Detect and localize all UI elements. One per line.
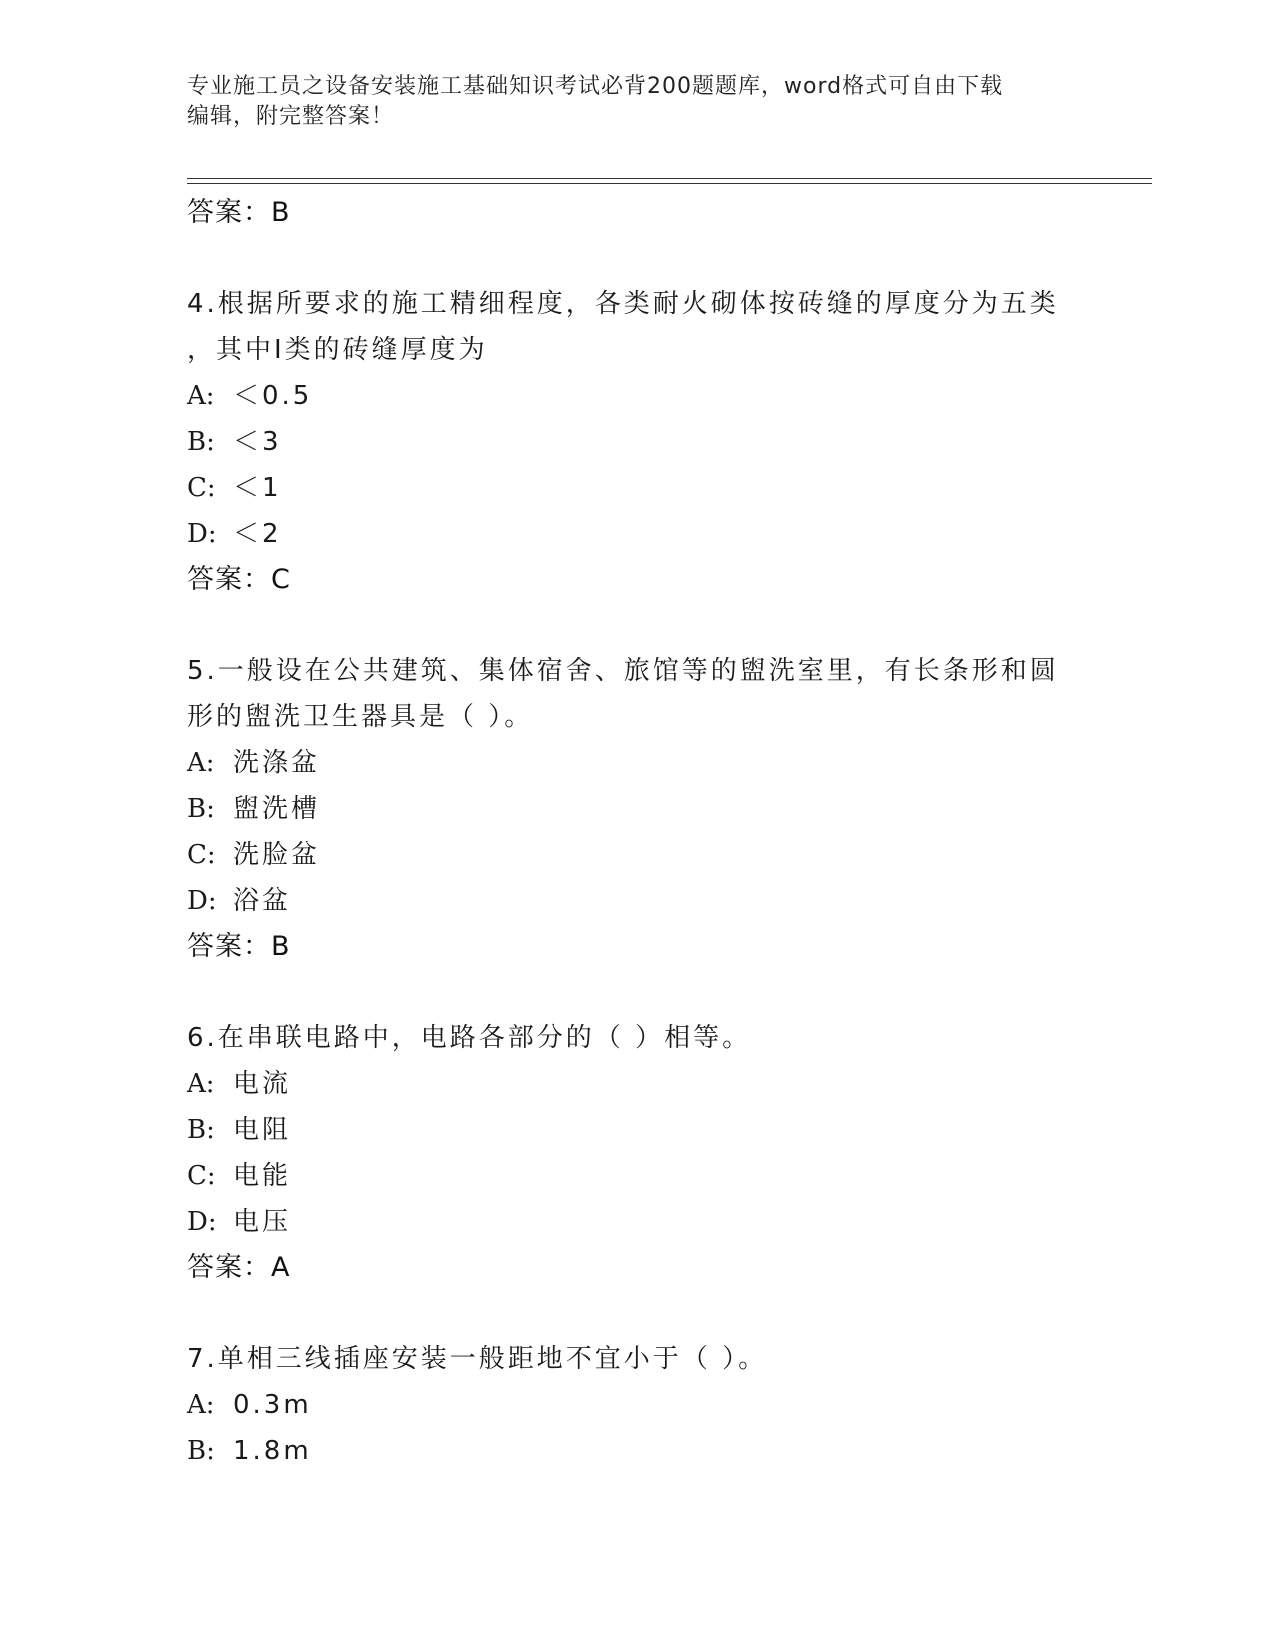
option-key: D: — [187, 519, 217, 549]
option-b — [187, 786, 1087, 832]
option-text: ＜0.5 — [233, 381, 313, 411]
option-key: D: — [187, 886, 217, 916]
option-a — [187, 740, 1087, 786]
header-title-line-2: 编辑，附完整答案！ — [187, 104, 395, 129]
option-key: B: — [187, 1115, 215, 1145]
option-key: B: — [187, 427, 215, 457]
option-text: 洗涤盆 — [233, 748, 321, 778]
question-stem-line: 7.单相三线插座安装一般距地不宜小于（ ）。 — [187, 1344, 768, 1374]
option-key: A: — [187, 1069, 215, 1099]
question-7 — [187, 1336, 1087, 1474]
option-b — [187, 1107, 1087, 1153]
option-key: A: — [187, 1390, 215, 1420]
option-text: 电阻 — [233, 1115, 292, 1145]
option-key: A: — [187, 381, 215, 411]
option-key: C: — [187, 1161, 216, 1191]
option-a — [187, 1382, 1087, 1428]
question-stem-line: 形的盥洗卫生器具是（ ）。 — [187, 702, 534, 732]
question-4 — [187, 281, 1087, 603]
option-c — [187, 832, 1087, 878]
option-d — [187, 511, 1087, 557]
option-d — [187, 1199, 1087, 1245]
header-divider-bottom — [187, 183, 1152, 184]
option-b — [187, 419, 1087, 465]
option-text: 浴盆 — [233, 886, 292, 916]
option-key: C: — [187, 473, 216, 503]
option-key: B: — [187, 1436, 215, 1466]
question-5 — [187, 648, 1087, 970]
option-text: 电压 — [233, 1207, 292, 1237]
option-b — [187, 1428, 1087, 1474]
option-text: 洗脸盆 — [233, 840, 321, 870]
option-key: D: — [187, 1207, 217, 1237]
option-text: 1.8m — [233, 1436, 312, 1466]
question-list — [187, 190, 1087, 1474]
option-key: A: — [187, 748, 215, 778]
option-text: 电能 — [233, 1161, 292, 1191]
question-stem-line: ，其中Ⅰ类的砖缝厚度为 — [187, 335, 488, 365]
question-6 — [187, 1015, 1087, 1291]
option-key: C: — [187, 840, 216, 870]
option-text: 盥洗槽 — [233, 794, 321, 824]
option-text: ＜2 — [233, 519, 282, 549]
option-text: ＜3 — [233, 427, 282, 457]
question-answer: 答案：A — [187, 1252, 291, 1283]
previous-answer: 答案：B — [187, 197, 291, 228]
option-c — [187, 465, 1087, 511]
option-a — [187, 1061, 1087, 1107]
question-answer: 答案：C — [187, 564, 291, 595]
header-title-line-1: 专业施工员之设备安装施工基础知识考试必背200题题库，word格式可自由下载 — [187, 74, 1004, 99]
option-c — [187, 1153, 1087, 1199]
question-stem-line: 5.一般设在公共建筑、集体宿舍、旅馆等的盥洗室里，有长条形和圆 — [187, 656, 1059, 686]
question-stem-line: 4.根据所要求的施工精细程度，各类耐火砌体按砖缝的厚度分为五类 — [187, 289, 1059, 319]
question-stem-line: 6.在串联电路中，电路各部分的（ ）相等。 — [187, 1023, 752, 1053]
option-d — [187, 878, 1087, 924]
header-divider-top — [187, 178, 1152, 179]
option-text: ＜1 — [233, 473, 282, 503]
option-text: 电流 — [233, 1069, 292, 1099]
option-a — [187, 373, 1087, 419]
option-text: 0.3m — [233, 1390, 312, 1420]
document-header — [187, 72, 1067, 132]
option-key: B: — [187, 794, 215, 824]
question-answer: 答案：B — [187, 931, 291, 962]
